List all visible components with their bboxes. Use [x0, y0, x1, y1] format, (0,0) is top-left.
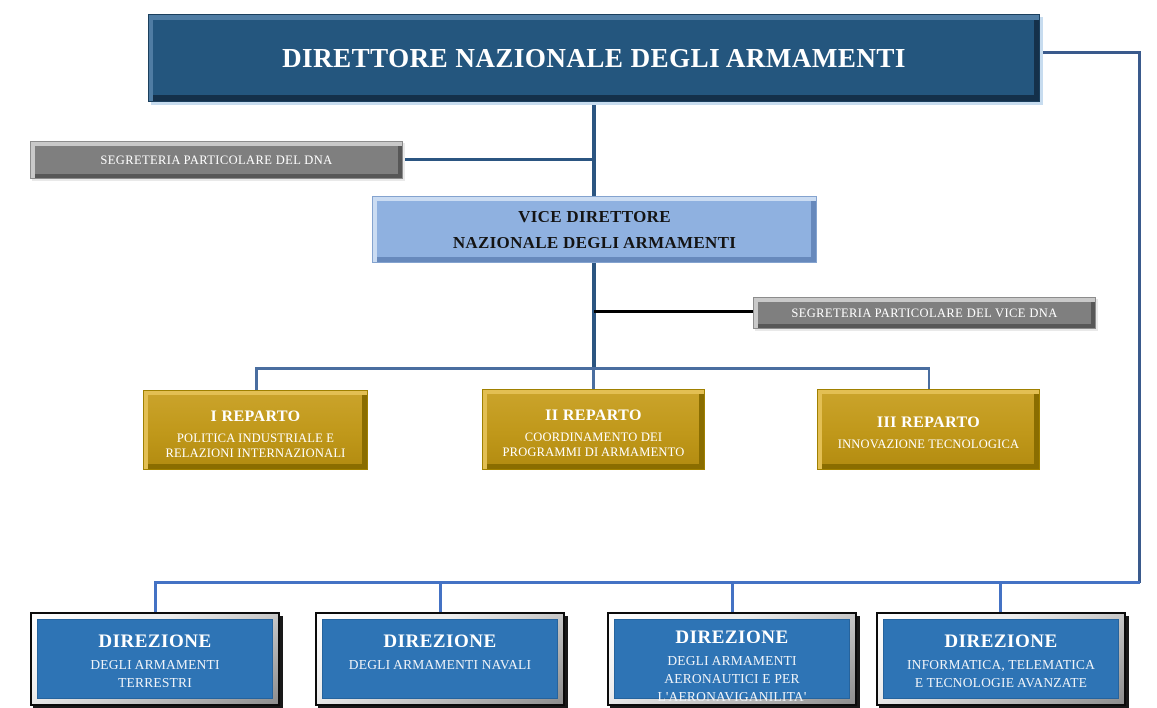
node-reparto-2-title: II REPARTO — [545, 407, 642, 424]
connector-direzioni-rail — [154, 581, 1140, 584]
connector-segreteria-vice-dna — [594, 310, 753, 313]
node-vice-direttore — [372, 196, 817, 263]
node-segreteria-vice-dna-label: SEGRETERIA PARTICOLARE DEL VICE DNA — [791, 305, 1058, 320]
connector-reparto-3-drop — [928, 367, 931, 390]
node-direzione-terrestri-subtitle — [38, 656, 272, 692]
node-reparto-3-title: III REPARTO — [876, 414, 981, 431]
text-line: AERONAUTICI E PER — [664, 671, 800, 686]
node-direttore-nazionale-label: DIRETTORE NAZIONALE DEGLI ARMAMENTI — [282, 42, 906, 73]
node-reparto-1 — [143, 390, 368, 470]
node-direzione-informatica-title: DIREZIONE — [944, 631, 1058, 652]
node-direzione-terrestri-panel — [37, 619, 273, 699]
node-reparto-1-subtitle — [144, 431, 367, 461]
node-direzione-informatica-panel — [883, 619, 1119, 699]
text-line: PROGRAMMI DI ARMAMENTO — [502, 445, 685, 459]
node-direzione-aeronautici-title: DIREZIONE — [675, 627, 789, 648]
node-segreteria-dna — [30, 141, 403, 179]
node-direzione-terrestri — [30, 612, 280, 706]
node-direzione-aeronautici-subtitle — [615, 652, 849, 706]
text-line: L'AERONAVIGANILITA' — [657, 689, 807, 704]
text-line: DEGLI ARMAMENTI NAVALI — [348, 657, 532, 672]
connector-direzione-1-drop — [154, 581, 157, 612]
connector-reparto-1-drop — [255, 367, 258, 390]
text-line: DEGLI ARMAMENTI — [90, 657, 220, 672]
text-line: POLITICA INDUSTRIALE E — [176, 431, 335, 445]
connector-direzione-4-drop — [999, 581, 1002, 612]
connector-direzione-3-drop — [731, 581, 734, 612]
node-segreteria-dna-label: SEGRETERIA PARTICOLARE DEL DNA — [100, 152, 333, 167]
connector-right-vertical — [1138, 51, 1141, 583]
node-direzione-terrestri-title: DIREZIONE — [98, 631, 212, 652]
text-line: TERRESTRI — [118, 675, 192, 690]
connector-trunk-top — [592, 101, 596, 196]
connector-reparto-2-drop — [592, 367, 595, 390]
node-reparto-2 — [482, 389, 705, 470]
text-line: VICE DIRETTORE — [518, 206, 671, 226]
node-vice-direttore-label — [453, 204, 736, 256]
text-line: COORDINAMENTO DEI — [524, 430, 663, 444]
text-line: RELAZIONI INTERNAZIONALI — [165, 446, 346, 460]
connector-trunk-mid — [592, 262, 596, 368]
connector-direzione-2-drop — [439, 581, 442, 612]
node-segreteria-vice-dna — [753, 297, 1096, 329]
node-reparto-1-title: I REPARTO — [210, 408, 301, 425]
node-reparto-3-subtitle — [818, 437, 1039, 452]
connector-segreteria-dna — [402, 158, 593, 161]
text-line: E TECNOLOGIE AVANZATE — [914, 675, 1088, 690]
node-direzione-navali-panel — [322, 619, 558, 699]
text-line: INNOVAZIONE TECNOLOGICA — [837, 437, 1020, 451]
node-direttore-nazionale — [148, 14, 1040, 102]
node-direzione-informatica — [876, 612, 1126, 706]
node-reparto-3 — [817, 389, 1040, 470]
text-line: INFORMATICA, TELEMATICA — [906, 657, 1096, 672]
node-direzione-navali-subtitle — [323, 656, 557, 674]
node-direzione-informatica-subtitle — [884, 656, 1118, 692]
node-reparto-2-subtitle — [483, 430, 704, 460]
connector-top-right — [1040, 51, 1140, 54]
text-line: NAZIONALE DEGLI ARMAMENTI — [452, 232, 737, 252]
node-direzione-navali — [315, 612, 565, 706]
node-direzione-navali-title: DIREZIONE — [383, 631, 497, 652]
node-direzione-aeronautici-panel — [614, 619, 850, 704]
node-direzione-aeronautici — [607, 612, 857, 706]
text-line: DEGLI ARMAMENTI — [667, 653, 797, 668]
